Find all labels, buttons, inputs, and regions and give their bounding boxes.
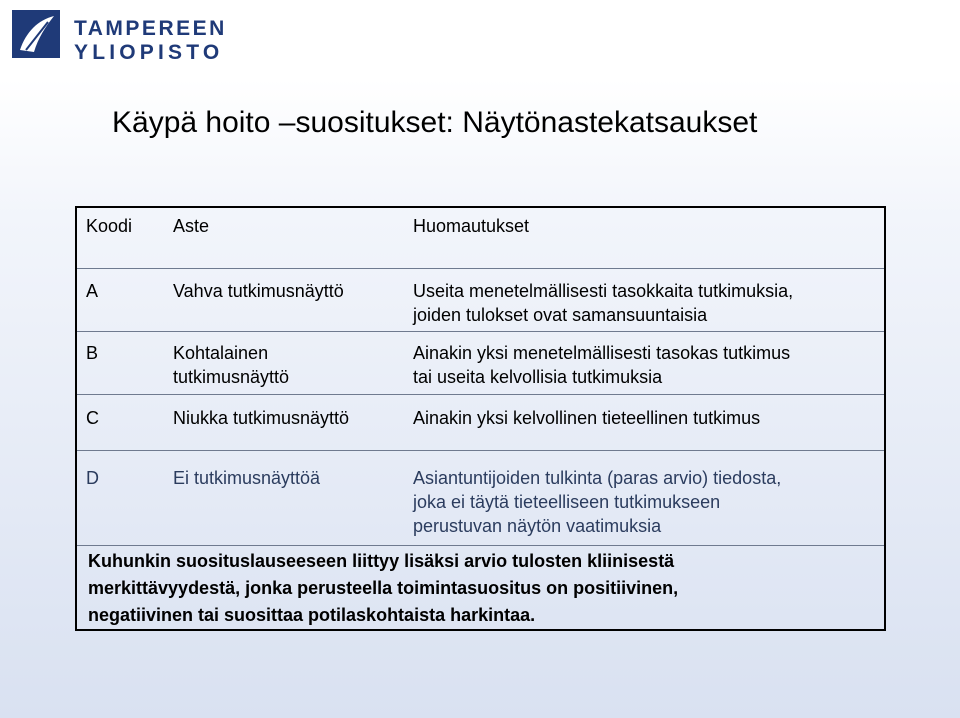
- row-c-notes: Ainakin yksi kelvollinen tieteellinen tutkimus: [413, 408, 761, 428]
- row-d-code: D: [86, 468, 99, 488]
- row-d-notes-line2: joka ei täytä tieteelliseen tutkimukseen: [413, 492, 721, 512]
- column-header-grade: Aste: [173, 216, 210, 236]
- logo-text-line1: TAMPEREEN: [74, 17, 227, 40]
- logo-text-line2: YLIOPISTO: [74, 41, 224, 64]
- row-c-grade: Niukka tutkimusnäyttö: [173, 408, 350, 428]
- row-a-code: A: [86, 281, 99, 301]
- table-divider: [77, 394, 884, 395]
- row-b-notes-line2: tai useita kelvollisia tutkimuksia: [413, 367, 663, 387]
- row-a-notes-line1: Useita menetelmällisesti tasokkaita tutkimuksia,: [413, 281, 794, 301]
- row-d-notes-line3: perustuvan näytön vaatimuksia: [413, 516, 662, 536]
- row-d-notes-line1: Asiantuntijoiden tulkinta (paras arvio) tiedosta,: [413, 468, 782, 488]
- table-divider: [77, 545, 884, 546]
- row-a-notes-line2: joiden tulokset ovat samansuuntaisia: [413, 305, 708, 325]
- university-logo: [12, 10, 232, 66]
- table-divider: [77, 450, 884, 451]
- table-footnote: [88, 548, 878, 629]
- row-a-grade: Vahva tutkimusnäyttö: [173, 281, 344, 301]
- column-header-notes: Huomautukset: [413, 216, 530, 236]
- row-b-notes-line1: Ainakin yksi menetelmällisesti tasokas tutkimus: [413, 343, 791, 363]
- row-c-code: C: [86, 408, 99, 428]
- footnote-line: negatiivinen tai suosittaa potilaskohtaista harkintaa.: [88, 605, 536, 625]
- table-divider: [77, 331, 884, 332]
- table-divider: [77, 268, 884, 269]
- row-b-grade-line1: Kohtalainen: [173, 343, 269, 363]
- footnote-line: merkittävyydestä, jonka perusteella toimintasuositus on positiivinen,: [88, 578, 679, 598]
- slide-title: Käypä hoito –suositukset: Näytönastekatsaukset: [112, 106, 758, 139]
- row-b-grade-line2: tutkimusnäyttö: [173, 367, 290, 387]
- footnote-line: Kuhunkin suosituslauseeseen liittyy lisäksi arvio tulosten kliinisestä: [88, 551, 675, 571]
- column-header-code: Koodi: [86, 216, 133, 236]
- row-b-code: B: [86, 343, 99, 363]
- row-d-grade: Ei tutkimusnäyttöä: [173, 468, 321, 488]
- leaf-logo-icon: [12, 10, 60, 58]
